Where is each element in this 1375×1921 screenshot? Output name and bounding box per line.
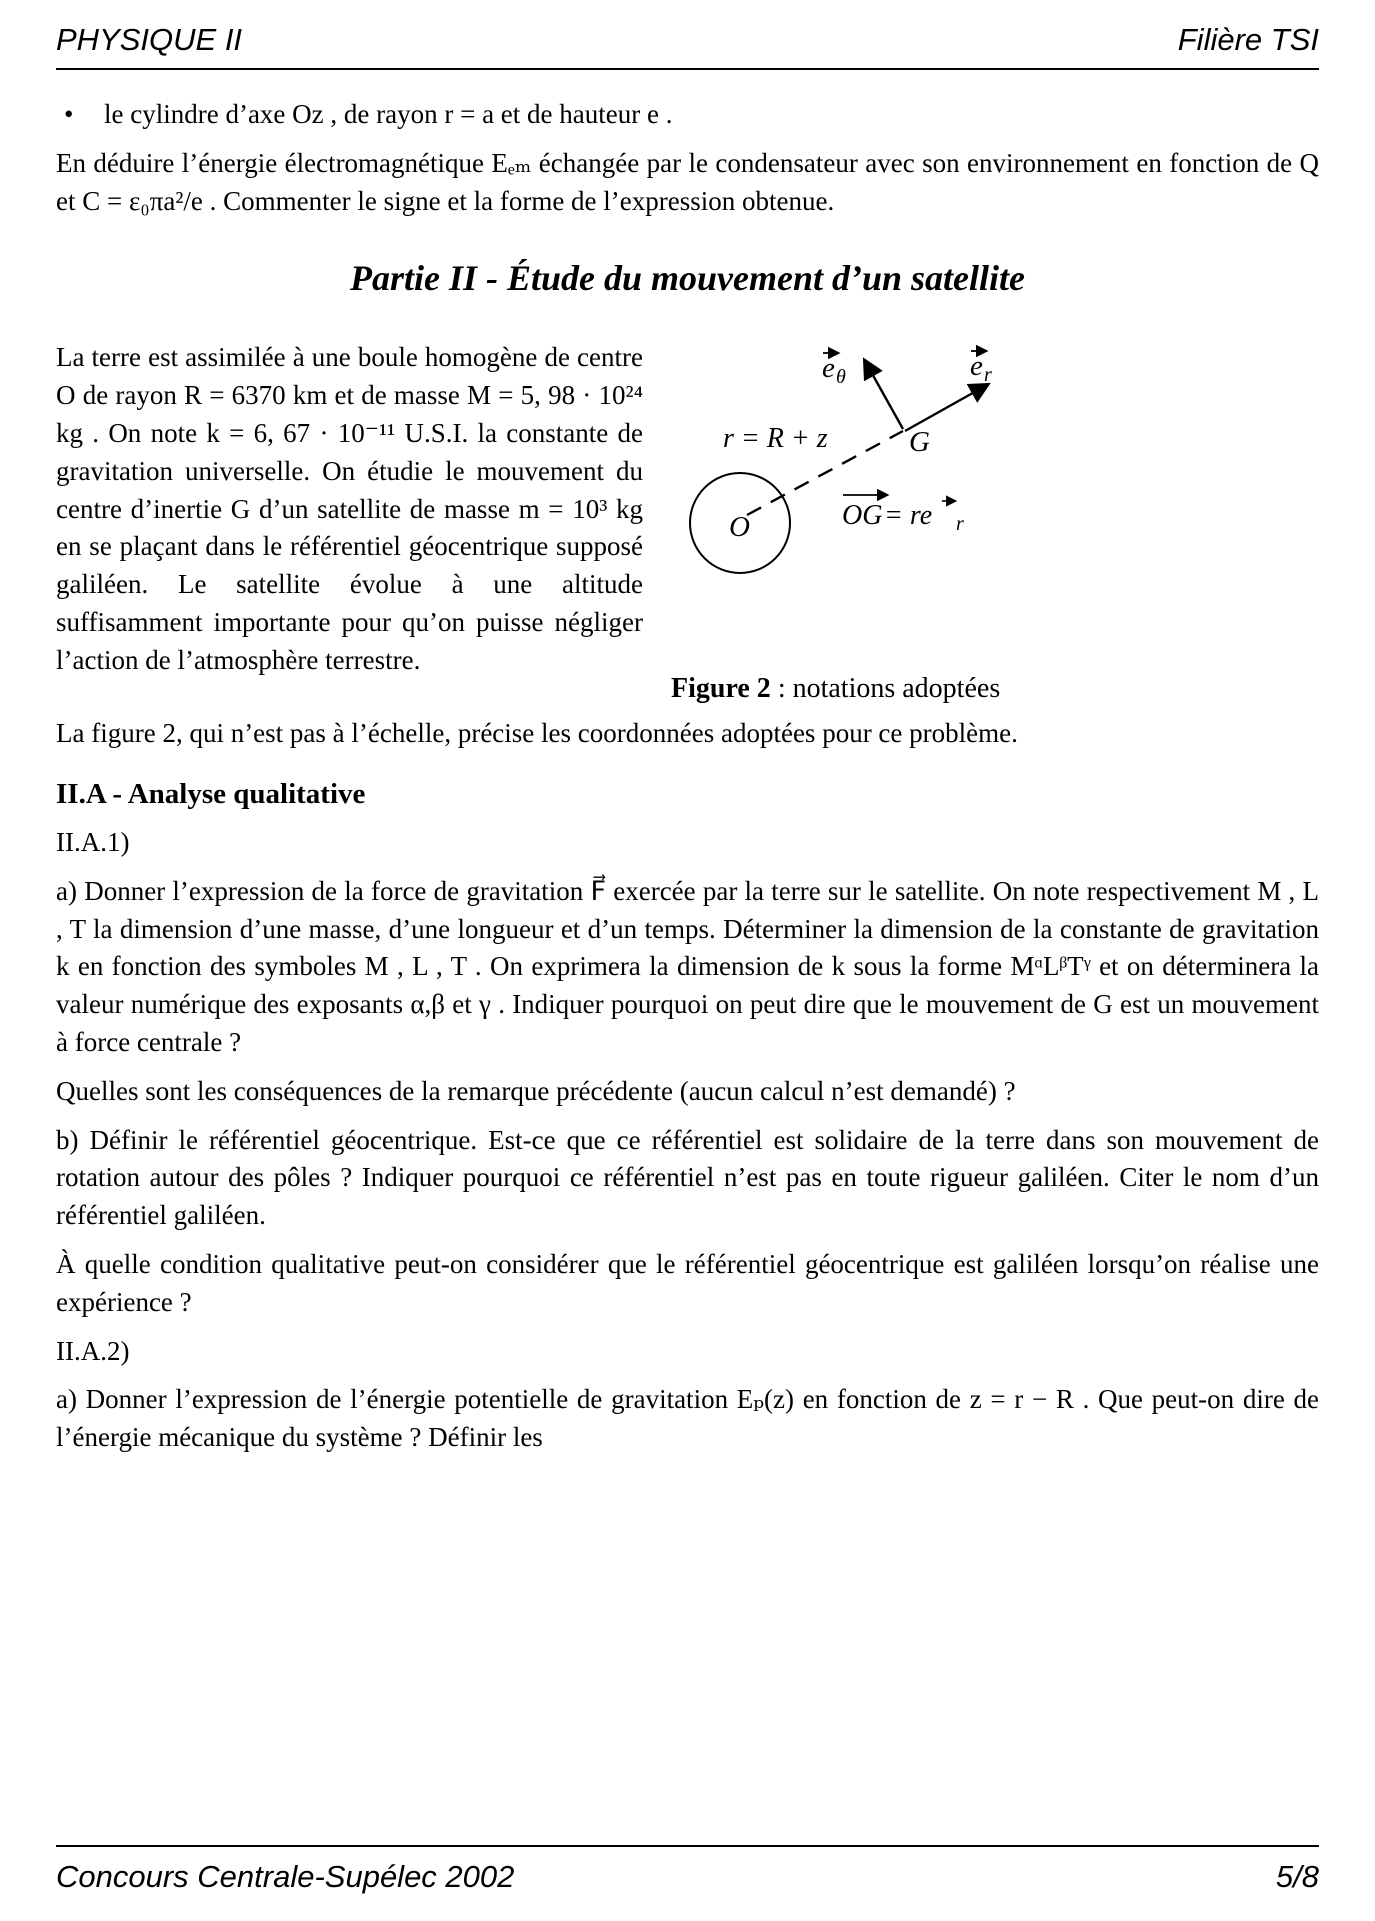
header-course-title: PHYSIQUE II <box>56 22 243 57</box>
e-r-subscript: r <box>984 364 992 387</box>
paragraph-IIA1b: b) Définir le référentiel géocentrique. Est-ce que ce référentiel est solidaire de la terre dans son mouvement de rotation autour des pôles ? Indiquer pourquoi ce référentiel n’est pas en toute rigueur galiléen. Citer le nom d’un référentiel galiléen. <box>56 1124 1319 1231</box>
figure-caption <box>669 669 1319 708</box>
radius-equation-label: r = R + z <box>723 423 828 455</box>
e-theta-label: e <box>822 352 835 385</box>
part2-title: Partie II - Étude du mouvement d’un satellite <box>349 258 1026 299</box>
paragraph-IIA1b-condition: À quelle condition qualitative peut-on considérer que le référentiel géocentrique est galiléen lorsqu’on réalise une expérience ? <box>56 1249 1319 1317</box>
point-G-label: G <box>909 426 930 459</box>
figure-diagram <box>675 343 1105 625</box>
paragraph-IIA1a: a) Donner l’expression de la force de gravitation F⃗ exercée par la terre sur le satellite. On note respectivement M , L , T la dimension d’une masse, d’une longueur et d’un temps. Déterminer la dimension de la constante de gravitation k en fonction des symboles M , L , T . On exprimera la dimension de k sous la forme MᵅLᵝTᵞ et on déterminera la valeur numérique des exposants α,β et γ . Indiquer pourquoi on peut dire que le mouvement de G est un mouvement à force centrale ? <box>56 875 1319 1058</box>
paragraph-IIA1-question: Quelles sont les conséquences de la remarque précédente (aucun calcul n’est demandé) ? <box>56 1075 1016 1106</box>
bullet-item <box>56 96 1319 134</box>
footer-page-number: 5/8 <box>1275 1859 1319 1894</box>
og-equation-rhs: = re <box>884 500 933 532</box>
og-equation-rhs-subscript: r <box>956 513 964 536</box>
e-theta-subscript: θ <box>836 366 846 389</box>
paragraph-figure-reference: La figure 2, qui n’est pas à l’échelle, précise les coordonnées adoptées pour ce problème. <box>56 717 1018 748</box>
bullet-marker: • <box>64 99 74 129</box>
figure-caption-number: Figure 2 <box>671 673 771 705</box>
figure-caption-text: : notations adoptées <box>770 673 1001 705</box>
paragraph-earth-satellite: La terre est assimilée à une boule homogène de centre O de rayon R = 6370 km et de masse M = 5, 98 · 10²⁴ kg . On note k = 6, 67 · 10⁻¹¹ U.S.I. la constante de gravitation universelle. On étudie le mouvement du centre d’inertie G d’un satellite de masse m = 10³ kg en se plaçant dans le référentiel géocentrique supposé galiléen. Le satellite évolue à une altitude suffisamment importante pour qu’on puisse négliger l’action de l’atmosphère terrestre. <box>56 342 643 675</box>
header-track-label: Filière TSI <box>1177 22 1319 57</box>
subsection-IIA2-label: II.A.2) <box>56 1335 130 1366</box>
figure-2 <box>669 343 1319 708</box>
page-footer <box>56 1845 1319 1895</box>
page-header <box>56 0 1319 70</box>
e-r-label: e <box>970 350 983 383</box>
subsection-IIA1-label: II.A.1) <box>56 827 130 858</box>
og-equation-lhs: OG <box>842 500 883 532</box>
e-r-vector <box>905 385 987 431</box>
paragraph-energy: En déduire l’énergie électromagnétique Eₑₘ échangée par le condensateur avec son environnement en fonction de Q et C = ε₀πa²/e . Commenter le signe et la forme de l’expression obtenue. <box>56 147 1319 216</box>
paragraph-IIA2a: a) Donner l’expression de l’énergie potentielle de gravitation Eₚ(z) en fonction de z = r − R . Que peut-on dire de l’énergie mécanique du système ? Définir les <box>56 1384 1319 1453</box>
e-theta-vector <box>865 361 903 429</box>
bullet-text: le cylindre d’axe Oz , de rayon r = a et de hauteur e . <box>104 99 673 129</box>
center-O-label: O <box>729 511 750 544</box>
footer-exam-title: Concours Centrale-Supélec 2002 <box>56 1859 515 1894</box>
document-body <box>56 70 1319 1457</box>
section-IIA-heading: II.A - Analyse qualitative <box>56 778 366 811</box>
